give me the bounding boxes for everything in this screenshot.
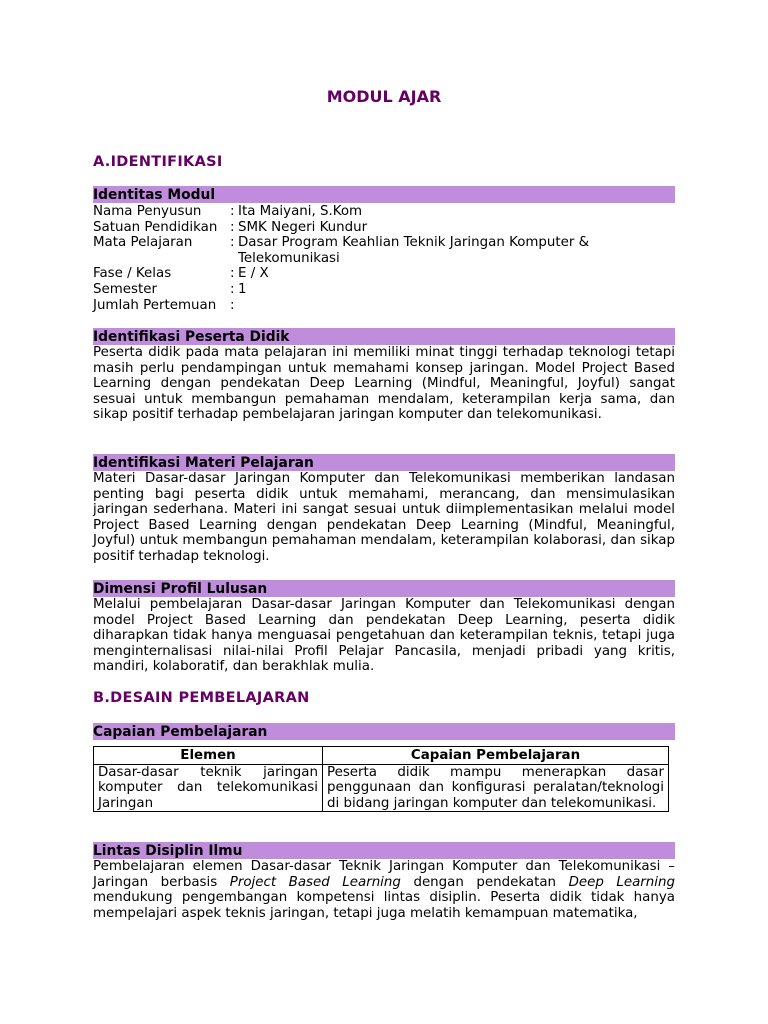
info-row-semester: [93, 282, 675, 298]
info-label: Mata Pelajaran: [93, 235, 193, 251]
section-a-heading: A.IDENTIFIKASI: [93, 154, 223, 170]
identitas-modul-list: [93, 204, 675, 313]
lintas-emphasis-pbl: Project Based Learning: [229, 874, 401, 890]
info-value: SMK Negeri Kundur: [238, 219, 368, 235]
identitas-modul-heading: Identitas Modul: [93, 186, 675, 203]
column-header-capaian: Capaian Pembelajaran: [323, 747, 669, 765]
cell-capaian: Peserta didik mampu menerapkan dasar penggunaan dan konfigurasi peralatan/teknologi di bidang jaringan komputer dan telekomunikasi.: [323, 764, 669, 812]
info-label: Jumlah Pertemuan: [93, 297, 217, 313]
info-row-fase: [93, 266, 675, 282]
info-colon: :: [230, 219, 235, 235]
document-title: MODUL AJAR: [326, 87, 442, 106]
info-colon: :: [230, 235, 235, 251]
info-row-mapel: [93, 235, 675, 266]
materi-pelajaran-text: Materi Dasar-dasar Jaringan Komputer dan Telekomunikasi memberikan landasan penting bagi peserta didik untuk memahami, merancang, dan mensimulasikan jaringan sederhana. Materi ini sangat sesuai untuk diimplementasikan melalui model Project Based Learning dengan pendekatan Deep Learning (Mindful, Meaningful, Joyful) untuk membangun pemahaman mendalam, keterampilan kolaborasi, dan sikap positif terhadap teknologi.: [93, 471, 675, 564]
section-b-heading: B.DESAIN PEMBELAJARAN: [93, 690, 310, 706]
lintas-emphasis-deep-learning: Deep Learning: [568, 874, 675, 890]
info-label: Semester: [93, 281, 157, 297]
info-colon: :: [230, 204, 235, 219]
info-label: Nama Penyusun: [93, 204, 202, 219]
info-value: [238, 298, 675, 314]
info-colon: :: [230, 281, 235, 297]
info-value: Ita Maiyani, S.Kom: [238, 204, 363, 219]
dimensi-profil-text: Melalui pembelajaran Dasar-dasar Jaringan Komputer dan Telekomunikasi dengan model Project Based Learning dan pendekatan Deep Learning, peserta didik diharapkan tidak hanya menguasai pengetahuan dan keterampilan teknis, tetapi juga menginternalisasi nilai-nilai Profil Pelajar Pancasila, menjadi pribadi yang kritis, mandiri, kolaboratif, dan berakhlak mulia.: [93, 597, 675, 675]
info-label: Satuan Pendidikan: [93, 219, 218, 235]
lintas-disiplin-heading: Lintas Disiplin Ilmu: [93, 842, 675, 859]
materi-pelajaran-heading: Identifikasi Materi Pelajaran: [93, 454, 675, 471]
lintas-disiplin-text: [93, 859, 675, 921]
lintas-text-1: Pembelajaran elemen Dasar-dasar Teknik Jaringan Komputer dan Telekomunikasi – Jaringan berbasis: [93, 859, 675, 890]
peserta-didik-text: Peserta didik pada mata pelajaran ini memiliki minat tinggi terhadap teknologi tetapi masih perlu pendampingan untuk memahami konsep jaringan. Model Project Based Learning dengan pendekatan Deep Learning (Mindful, Meaningful, Joyful) sangat sesuai untuk membangun pemahaman mendalam, keterampilan kerja sama, dan sikap positif terhadap pembelajaran jaringan komputer dan telekomunikasi.: [93, 345, 675, 423]
info-row-satuan: [93, 220, 675, 236]
info-colon: :: [230, 266, 235, 282]
info-value: Dasar Program Keahlian Teknik Jaringan Komputer & Telekomunikasi: [238, 235, 590, 266]
info-row-pertemuan: [93, 298, 675, 314]
table-row: [94, 764, 669, 812]
table-header-row: [94, 747, 669, 765]
capaian-table: [93, 746, 669, 812]
info-colon: :: [230, 297, 235, 313]
column-header-elemen: Elemen: [94, 747, 323, 765]
info-label: Fase / Kelas: [93, 266, 172, 282]
dimensi-profil-heading: Dimensi Profil Lulusan: [93, 580, 675, 597]
lintas-text-2: dengan pendekatan: [400, 874, 569, 890]
cell-elemen: Dasar-dasar teknik jaringan komputer dan telekomunikasi Jaringan: [94, 764, 323, 812]
info-value: E / X: [238, 266, 269, 282]
info-value: 1: [238, 281, 247, 297]
peserta-didik-heading: Identifikasi Peserta Didik: [93, 328, 675, 345]
capaian-pembelajaran-heading: Capaian Pembelajaran: [93, 723, 675, 740]
info-row-penyusun: [93, 204, 675, 220]
lintas-text-3: mendukung pengembangan kompetensi lintas disiplin. Peserta didik tidak hanya mempelajari aspek teknis jaringan, tetapi juga melatih kemampuan matematika,: [93, 890, 675, 921]
